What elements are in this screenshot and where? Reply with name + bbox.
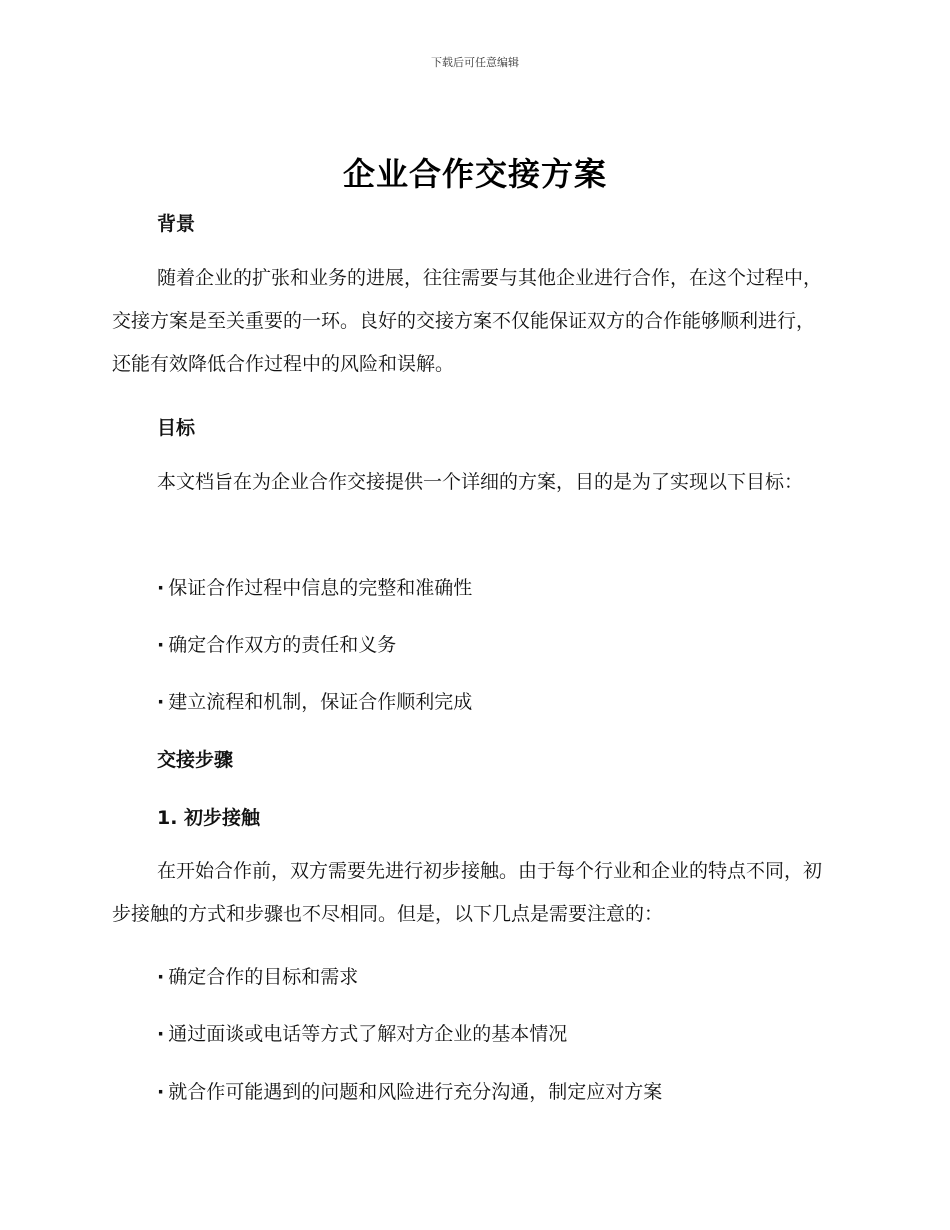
bullet-dot: · xyxy=(157,1023,165,1045)
bullet-dot: · xyxy=(157,691,165,713)
list-item xyxy=(157,1077,662,1104)
list-item-text: 保证合作过程中信息的完整和准确性 xyxy=(168,577,473,599)
paragraph-background: 随着企业的扩张和业务的进展，往往需要与其他企业进行合作，在这个过程中，交接方案是至关重要的一环。良好的交接方案不仅能保证双方的合作能够顺利进行，还能有效降低合作过程中的风险和误解。 xyxy=(112,267,823,375)
bullet-dot: · xyxy=(157,966,165,988)
list-item-text: 通过面谈或电话等方式了解对方企业的基本情况 xyxy=(168,1023,568,1045)
section-heading-steps: 交接步骤 xyxy=(157,749,234,771)
list-item xyxy=(157,573,472,600)
list-item-text: 确定合作的目标和需求 xyxy=(168,966,359,988)
list-item xyxy=(157,1019,567,1046)
bullet-dot: · xyxy=(157,634,165,656)
list-item-text: 确定合作双方的责任和义务 xyxy=(168,634,397,656)
list-item xyxy=(157,687,472,714)
bullet-dot: · xyxy=(157,577,165,599)
subsection-heading-step1: 1. 初步接触 xyxy=(157,807,261,829)
paragraph-goals: 本文档旨在为企业合作交接提供一个详细的方案，目的是为了实现以下目标： xyxy=(157,471,804,493)
list-item-text: 建立流程和机制，保证合作顺利完成 xyxy=(168,691,473,713)
section-heading-background: 背景 xyxy=(157,213,196,235)
list-item xyxy=(157,630,396,657)
list-item-text: 就合作可能遇到的问题和风险进行充分沟通，制定应对方案 xyxy=(168,1081,663,1103)
section-heading-goals: 目标 xyxy=(157,417,196,439)
header-note: 下载后可任意编辑 xyxy=(431,56,519,69)
paragraph-step1: 在开始合作前，双方需要先进行初步接触。由于每个行业和企业的特点不同，初步接触的方式和步骤也不尽相同。但是，以下几点是需要注意的： xyxy=(112,860,823,925)
document-title: 企业合作交接方案 xyxy=(342,155,607,193)
bullet-dot: · xyxy=(157,1081,165,1103)
list-item xyxy=(157,962,358,989)
